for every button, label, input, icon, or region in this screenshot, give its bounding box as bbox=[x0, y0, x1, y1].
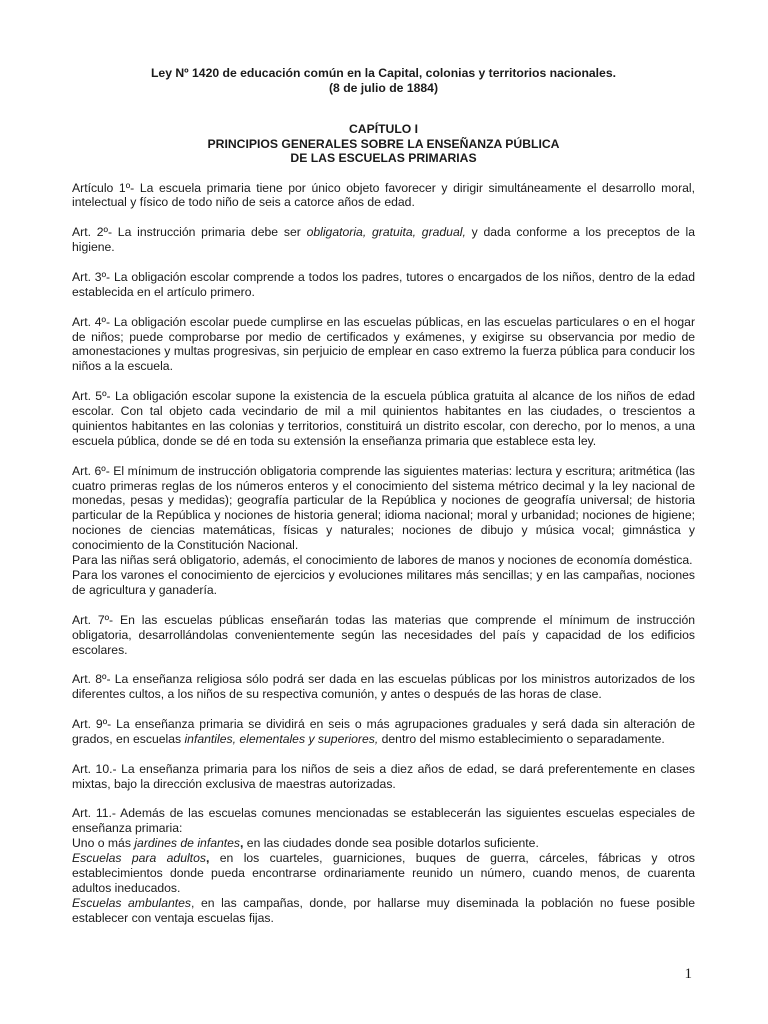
article-8: Art. 8º- La enseñanza religiosa sólo podrá ser dada en las escuelas públicas por los ministros autorizados de los diferentes cultos, a los niños de su respectiva comunión, y antes o después de las horas de clase. bbox=[72, 672, 695, 702]
item-1-text: Uno o más bbox=[72, 836, 135, 851]
item-3-emphasis: Escuelas ambulantes bbox=[72, 895, 192, 910]
article-7: Art. 7º- En las escuelas públicas enseñarán todas las materias que comprende el mínimum de instrucción obligatoria, desarrollándolas convenientemente según las necesidades del país y capacidad de los edificios escolares. bbox=[72, 612, 695, 657]
article-4: Art. 4º- La obligación escolar puede cumplirse en las escuelas públicas, en las escuelas particulares o en el hogar de niños; puede comprobarse por medio de certificados y exámenes, y exigirse su observancia por medio de amonestaciones y multas progresivas, sin perjuicio de emplear en caso extremo la fuerza pública para conducir los niños a la escuela. bbox=[72, 314, 695, 374]
article-2-text-end: y dada conforme a los preceptos de la higiene. bbox=[72, 225, 695, 255]
article-9-text: Art. 9º- La enseñanza primaria se dividirá en seis o más agrupaciones graduales y será dada sin alteración de grados, en escuelas bbox=[72, 717, 695, 746]
article-11-item-3 bbox=[72, 896, 695, 926]
item-1-text-end: en las ciudades donde sea posible dotarlos suficiente. bbox=[243, 836, 539, 851]
chapter-title-line-1: PRINCIPIOS GENERALES SOBRE LA ENSEÑANZA PÚBLICA bbox=[207, 136, 560, 151]
document-title bbox=[72, 66, 695, 96]
article-2-text: Art. 2º- La instrucción primaria debe ser bbox=[72, 225, 307, 240]
chapter-title-line-2: DE LAS ESCUELAS PRIMARIAS bbox=[290, 151, 477, 165]
item-3-text-end: , en las campañas, donde, por hallarse muy diseminada la población no fuese posible establecer con ventaja escuelas fijas. bbox=[72, 895, 695, 925]
article-1: Artículo 1º- La escuela primaria tiene por único objeto favorecer y dirigir simultáneamente el desarrollo moral, intelectual y físico de todo niño de seis a catorce años de edad. bbox=[72, 180, 695, 210]
article-5: Art. 5º- La obligación escolar supone la existencia de la escuela pública gratuita al alcance de los niños de edad escolar. Con tal objeto cada vecindario de mil a mil quinientos habitantes en las ciudades, o trescientos a quinientos habitantes en las colonias y territorios, constituirá un distrito escolar, con derecho, por lo menos, a una escuela pública, donde se dé en toda su extensión la enseñanza primaria que establece esta ley. bbox=[72, 389, 695, 448]
item-1-emphasis: jardines de infantes bbox=[134, 836, 241, 851]
item-2-text-end: en los cuarteles, guarniciones, buques de guerra, cárceles, fábricas y otros establecimientos donde pueda encontrarse ordinariamente reunido un número, cuando menos, de cuarenta adultos ineducados. bbox=[72, 851, 695, 895]
title-line-2: (8 de julio de 1884) bbox=[328, 81, 439, 95]
item-2-comma: , bbox=[205, 851, 210, 866]
article-2-emphasis: obligatoria, gratuita, gradual, bbox=[306, 225, 466, 240]
article-2 bbox=[72, 225, 695, 255]
article-11-item-1 bbox=[72, 836, 695, 851]
article-6-ninas: Para las niñas será obligatorio, además, el conocimiento de labores de manos y nociones de economía doméstica. bbox=[72, 553, 693, 568]
article-6-varones: Para los varones el conocimiento de ejercicios y evoluciones militares más sencillas; y en las campañas, nociones de agricultura y ganadería. bbox=[72, 567, 695, 597]
page-number: 1 bbox=[684, 966, 692, 982]
item-1-comma: , bbox=[240, 836, 244, 851]
article-9-emphasis: infantiles, elementales y superiores, bbox=[184, 731, 379, 746]
article-11-item-2 bbox=[72, 851, 695, 896]
article-3: Art. 3º- La obligación escolar comprende a todos los padres, tutores o encargados de los niños, dentro de la edad establecida en el artículo primero. bbox=[72, 269, 695, 299]
article-9 bbox=[72, 717, 695, 747]
item-2-emphasis: Escuelas para adultos bbox=[72, 851, 206, 866]
title-line-1: Ley Nº 1420 de educación común en la Capital, colonias y territorios nacionales. bbox=[150, 66, 617, 80]
article-9-text-end: dentro del mismo establecimiento o separadamente. bbox=[378, 731, 665, 746]
article-10: Art. 10.- La enseñanza primaria para los niños de seis a diez años de edad, se dará preferentemente en clases mixtas, bajo la dirección exclusiva de maestras autorizadas. bbox=[72, 761, 695, 791]
article-11: Art. 11.- Además de las escuelas comunes mencionadas se establecerán las siguientes escuelas especiales de enseñanza primaria: bbox=[72, 806, 695, 836]
document-page bbox=[72, 66, 695, 926]
chapter-heading bbox=[72, 122, 695, 166]
article-6: Art. 6º- El mínimum de instrucción obligatoria comprende las siguientes materias: lectura y escritura; aritmética (las cuatro primeras reglas de los números enteros y el conocimiento del sistema métrico decimal y la ley nacional de monedas, pesas y medidas); geografía particular de la República y nociones de geografía universal; de historia particular de la República y nociones de historia general; idioma nacional; moral y urbanidad; nociones de higiene; nociones de ciencias matemáticas, físicas y naturales; nociones de dibujo y música vocal; gimnástica y conocimiento de la Constitución Nacional. bbox=[72, 463, 695, 553]
chapter-number: CAPÍTULO I bbox=[348, 122, 419, 136]
